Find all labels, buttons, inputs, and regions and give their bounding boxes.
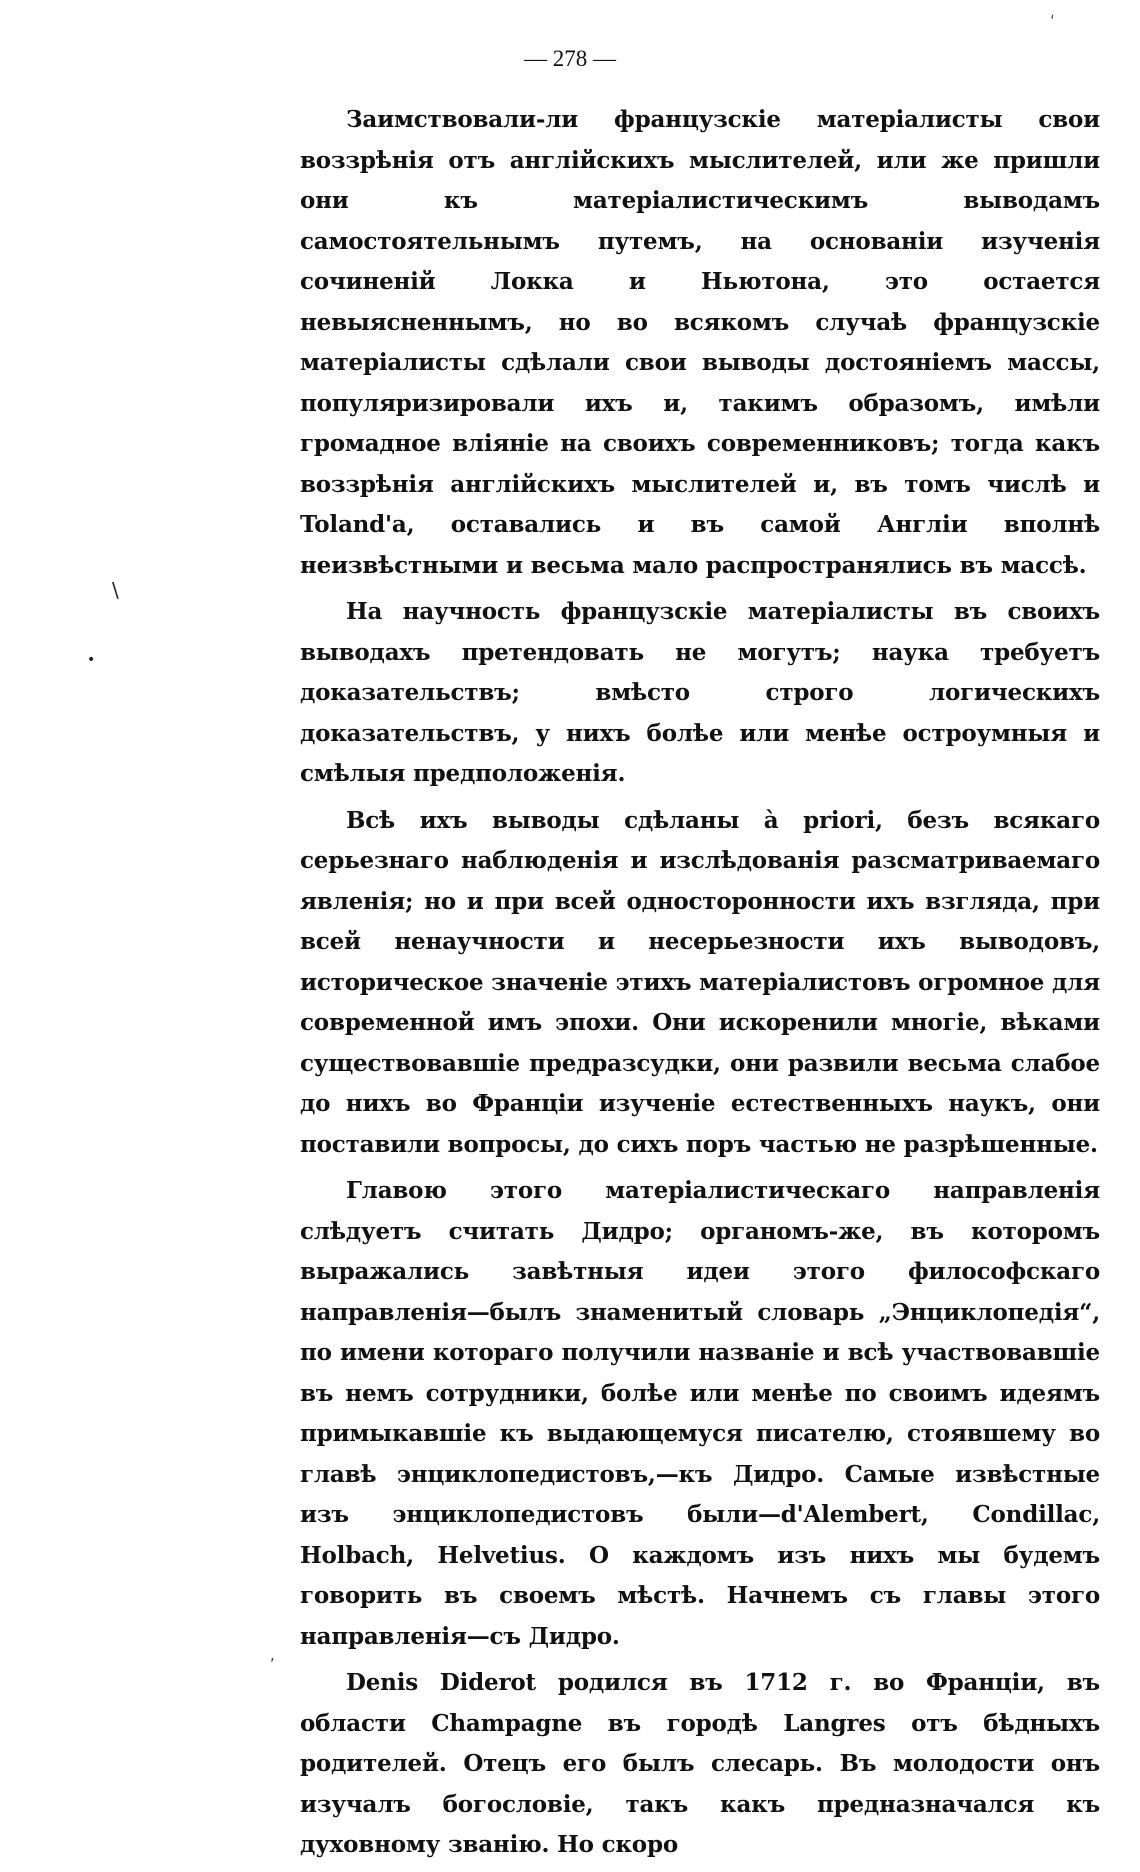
margin-mark: ‚ [270,1648,275,1664]
page-number: — 278 — [524,46,616,71]
paragraph: Главою этого матеріалистическаго направленія слѣдуетъ считать Дидро; органомъ-же, въ которомъ выражались завѣтныя идеи этого философскаго направленія—былъ знаменитый словарь „Энциклопедія“, по имени котораго получили названіе и всѣ участвовавшіе въ немъ сотрудники, болѣе или менѣе по своимъ идеямъ примыкавшіе къ выдающемуся писателю, стоявшему во главѣ энциклопедистовъ,—къ Дидро. Самые извѣстные изъ энциклопедистовъ были—d'Alembert, Condillac, Holbach, Helvetius. О каждомъ изъ нихъ мы будемъ говорить въ своемъ мѣстѣ. Начнемъ съ главы этого направленія—съ Дидро. [300,1177,1100,1650]
body-text [300,100,1100,1872]
paragraph: Всѣ ихъ выводы сдѣланы à priori, безъ всякаго серьезнаго наблюденія и изслѣдованія разсматриваемаго явленія; но и при всей односторонности ихъ взгляда, при всей ненаучности и несерьезности ихъ выводовъ, историческое значеніе этихъ матеріалистовъ огромное для современной имъ эпохи. Они искоренили многіе, вѣками существовавшіе предразсудки, они развили весьма слабое до нихъ во Франціи изученіе естественныхъ наукъ, они поставили вопросы, до сихъ поръ частью не разрѣшенные. [300,806,1100,1158]
paragraph: Заимствовали-ли французскіе матеріалисты свои воззрѣнія отъ англійскихъ мыслителей, или же пришли они къ матеріалистическимъ выводамъ самостоятельнымъ путемъ, на основаніи изученія сочиненій Локка и Ньютона, это остается невыясненнымъ, но во всякомъ случаѣ французскіе матеріалисты сдѣлали свои выводы достояніемъ массы, популяризировали ихъ и, такимъ образомъ, имѣли громадное вліяніе на своихъ современниковъ; тогда какъ воззрѣнія англійскихъ мыслителей и, въ томъ числѣ и Toland'а, оставались и въ самой Англіи вполнѣ неизвѣстными и весьма мало распространялись въ массѣ. [300,106,1100,579]
margin-dot: • [87,652,96,668]
corner-mark: ͵ [1050,0,1055,19]
paragraph: Denis Diderot родился въ 1712 г. во Франціи, въ области Champagne въ городѣ Langres отъ бѣдныхъ родителей. Отецъ его былъ слесарь. Въ молодости онъ изучалъ богословіе, такъ какъ предназначался къ духовному званію. Но скоро [300,1669,1100,1858]
margin-mark: \ [112,578,119,602]
paragraph: На научность французскіе матеріалисты въ своихъ выводахъ претендовать не могутъ; наука требуетъ доказательствъ; вмѣсто строго логическихъ доказательствъ, у нихъ болѣе или менѣе остроумныя и смѣлыя предположенія. [300,598,1100,787]
